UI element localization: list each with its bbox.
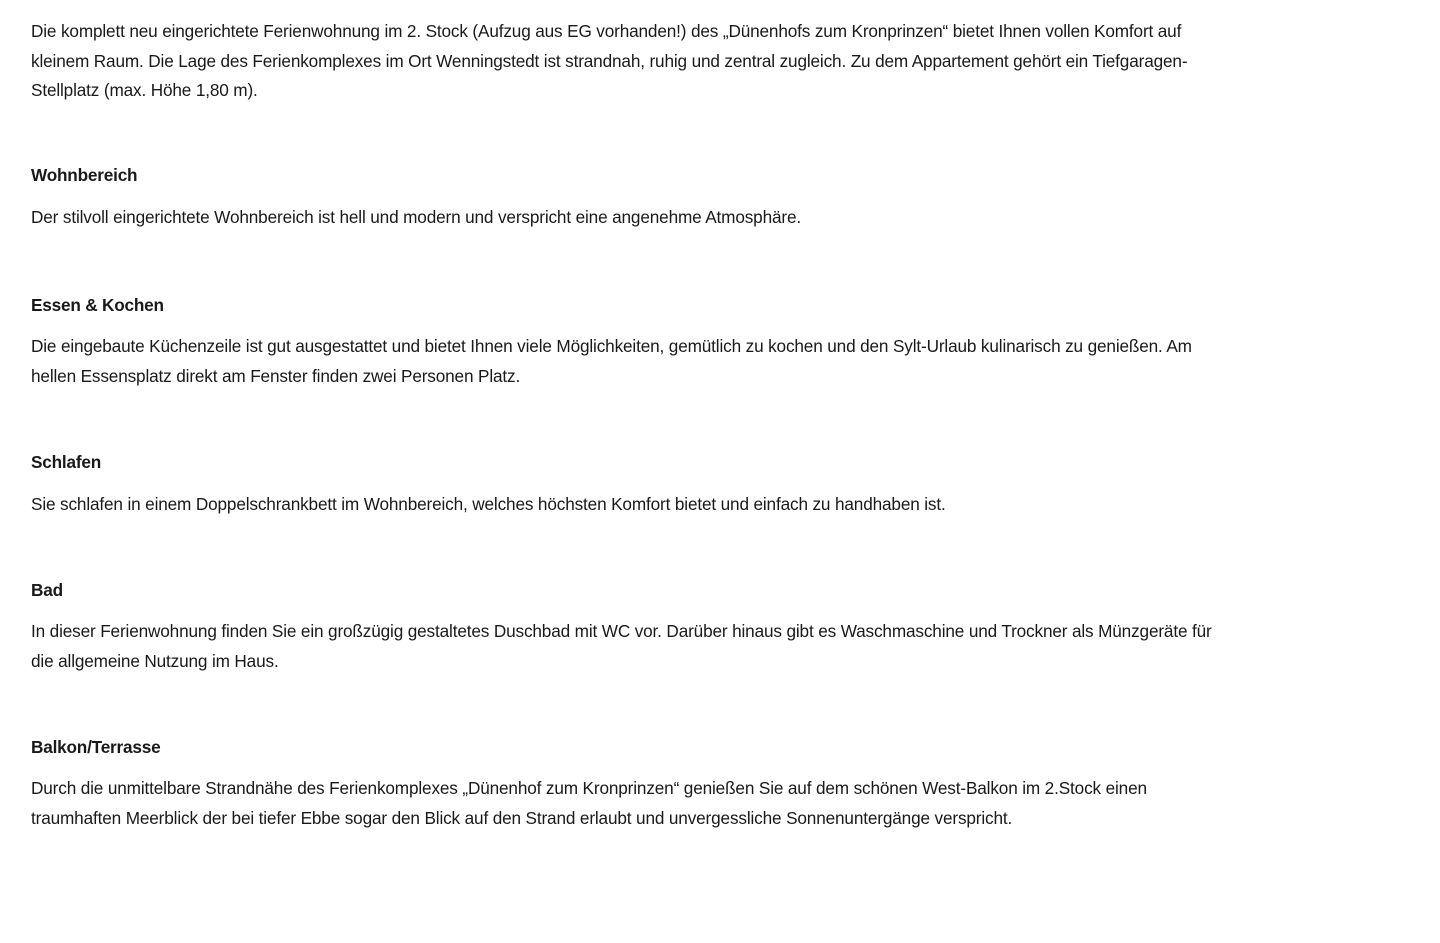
text-line: Stellplatz (max. Höhe 1,80 m). [31,80,258,100]
text-line: Die komplett neu eingerichtete Ferienwohnung im 2. Stock (Aufzug aus EG vorhanden!) des „Dünenhofs zum Kronprinzen“ bietet Ihnen vollen Komfort auf [31,21,1182,41]
section-heading-schlafen: Schlafen [31,452,102,472]
text-line: Die eingebaute Küchenzeile ist gut ausgestattet und bietet Ihnen viele Möglichkeiten, gemütlich zu kochen und den Sylt-Urlaub kulinarisch zu genießen. Am [31,336,1192,356]
text-line: Sie schlafen in einem Doppelschrankbett im Wohnbereich, welches höchsten Komfort bietet und einfach zu handhaben ist. [31,494,946,514]
intro-paragraph [31,17,1416,106]
section-paragraph-schlafen [31,490,1416,520]
section-paragraph-wohnbereich [31,203,1416,233]
text-line: kleinem Raum. Die Lage des Ferienkomplexes im Ort Wenningstedt ist strandnah, ruhig und zentral zugleich. Zu dem Appartement gehört ein Tiefgaragen- [31,50,1188,71]
section-heading-balkon-terrasse: Balkon/Terrasse [31,737,161,757]
section-heading-bad: Bad [31,580,63,600]
text-line: Durch die unmittelbare Strandnähe des Ferienkomplexes „Dünenhof zum Kronprinzen“ genießen Sie auf dem schönen West-Balkon im 2.Stock einen [31,778,1147,798]
section-paragraph-bad [31,617,1416,676]
section-paragraph-balkon-terrasse [31,774,1416,833]
section-heading-essen-kochen: Essen & Kochen [31,295,164,315]
text-line: die allgemeine Nutzung im Haus. [31,650,279,671]
text-line: Der stilvoll eingerichtete Wohnbereich ist hell und modern und verspricht eine angenehme Atmosphäre. [31,207,802,227]
text-line: In dieser Ferienwohnung finden Sie ein großzügig gestaltetes Duschbad mit WC vor. Darüber hinaus gibt es Waschmaschine und Trockner als Münzgeräte für [31,621,1212,641]
section-paragraph-essen-kochen [31,332,1416,391]
text-line: traumhaften Meerblick der bei tiefer Ebbe sogar den Blick auf den Strand erlaubt und unvergessliche Sonnenuntergänge verspricht. [31,807,1013,828]
section-heading-wohnbereich: Wohnbereich [31,165,138,185]
text-line: hellen Essensplatz direkt am Fenster finden zwei Personen Platz. [31,365,521,386]
